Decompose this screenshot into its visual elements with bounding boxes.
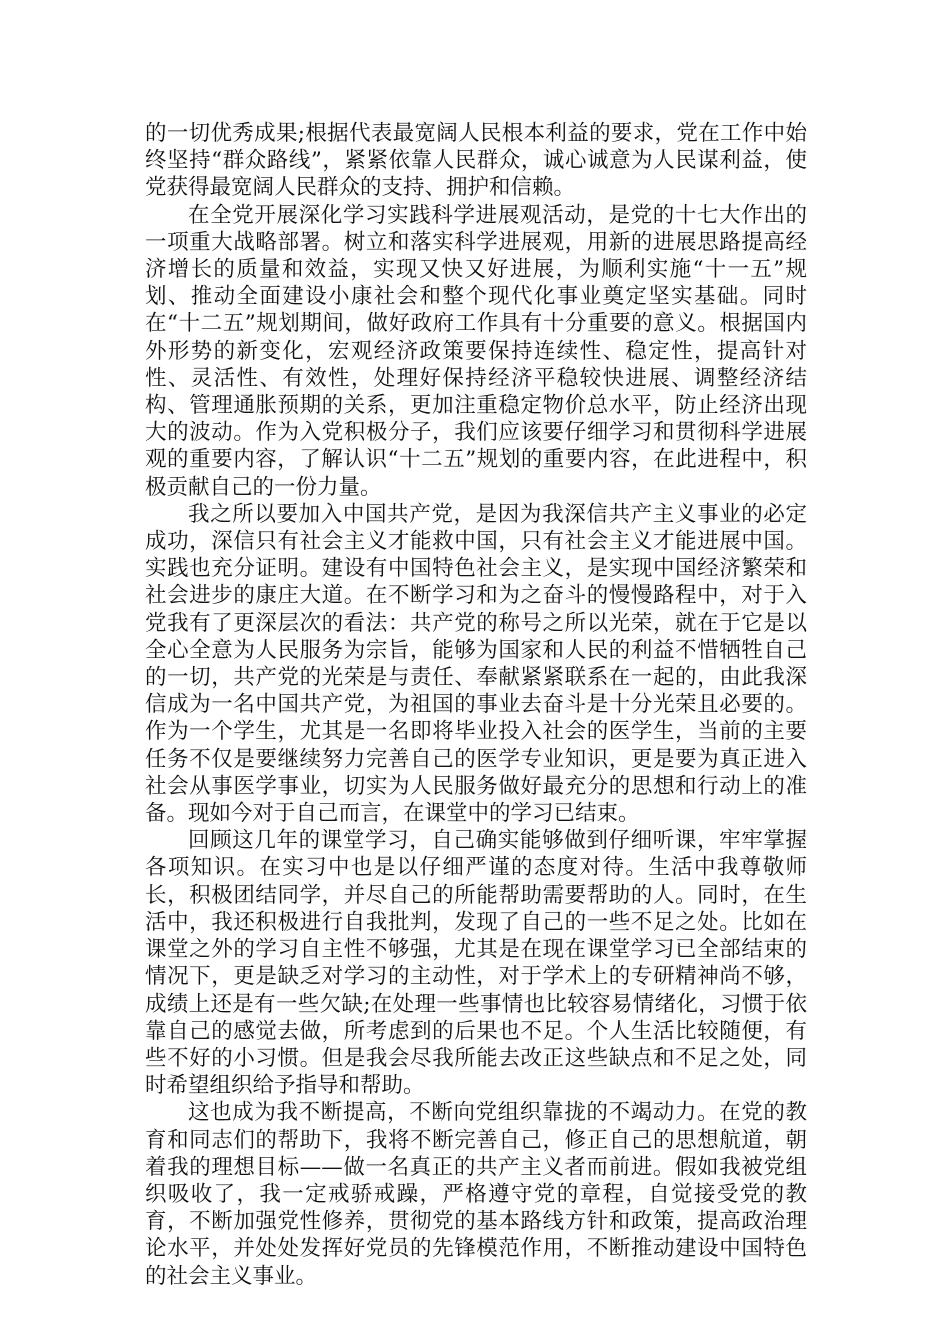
paragraph-reason-for-joining: 我之所以要加入中国共产党，是因为我深信共产主义事业的必定成功，深信只有社会主义才能救中国，只有社会主义才能进展中国。实践也充分证明。建设有中国特色社会主义，是实现中国经济繁荣和社会进步的康庄大道。在不断学习和为之奋斗的慢慢路程中，对于入党我有了更深层次的看法：共产党的称号之所以光荣，就在于它是以全心全意为人民服务为宗旨，能够为国家和人民的利益不惜牺牲自己的一切，共产党的光荣是与责任、奉献紧紧联系在一起的，由此我深信成为一名中国共产党，为祖国的事业去奋斗是十分光荣且必要的。作为一个学生，尤其是一名即将毕业投入社会的医学生，当前的主要任务不仅是要继续努力完善自己的医学专业知识，更是要为真正进入社会从事医学事业，切实为人民服务做好最充分的思想和行动上的准备。现如今对于自己而言，在课堂中的学习已结束。	[145, 501, 807, 827]
paragraph-scientific-development: 在全党开展深化学习实践科学进展观活动，是党的十七大作出的一项重大战略部署。树立和落实科学进展观，用新的进展思路提高经济增长的质量和效益，实现又快又好进展，为顺利实施“十一五”规划、推动全面建设小康社会和整个现代化事业奠定坚实基础。同时在“十二五”规划期间，做好政府工作具有十分重要的意义。根据国内外形势的新变化，宏观经济政策要保持连续性、稳定性，提高针对性、灵活性、有效性，处理好保持经济平稳较快进展、调整经济结构、管理通胀预期的关系，更加注重稳定物价总水平，防止经济出现大的波动。作为入党积极分子，我们应该要仔细学习和贯彻科学进展观的重要内容，了解认识“十二五”规划的重要内容，在此进程中，积极贡献自己的一份力量。	[145, 202, 807, 500]
paragraph-commitment: 这也成为我不断提高，不断向党组织靠拢的不竭动力。在党的教育和同志们的帮助下，我将不断完善自己，修正自己的思想航道，朝着我的理想目标——做一名真正的共产主义者而前进。假如我被党组织吸收了，我一定戒骄戒躁，严格遵守党的章程，自觉接受党的教育，不断加强党性修养，贯彻党的基本路线方针和政策，提高政治理论水平，并处处发挥好党员的先锋模范作用，不断推动建设中国特色的社会主义事业。	[145, 1100, 807, 1289]
document-body	[145, 120, 807, 1290]
paragraph-self-review: 回顾这几年的课堂学习，自己确实能够做到仔细听课，牢牢掌握各项知识。在实习中也是以仔细严谨的态度对待。生活中我尊敬师长，积极团结同学，并尽自己的所能帮助需要帮助的人。同时，在生活中，我还积极进行自我批判，发现了自己的一些不足之处。比如在课堂之外的学习自主性不够强，尤其是在现在课堂学习已全部结束的情况下，更是缺乏对学习的主动性，对于学术上的专研精神尚不够，成绩上还是有一些欠缺;在处理一些事情也比较容易情绪化，习惯于依靠自己的感觉去做，所考虑到的后果也不足。个人生活比较随便，有些不好的小习惯。但是我会尽我所能去改正这些缺点和不足之处，同时希望组织给予指导和帮助。	[145, 828, 807, 1099]
paragraph-continued: 的一切优秀成果;根据代表最宽阔人民根本利益的要求，党在工作中始终坚持“群众路线”，紧紧依靠人民群众，诚心诚意为人民谋利益，使党获得最宽阔人民群众的支持、拥护和信赖。	[145, 121, 807, 201]
